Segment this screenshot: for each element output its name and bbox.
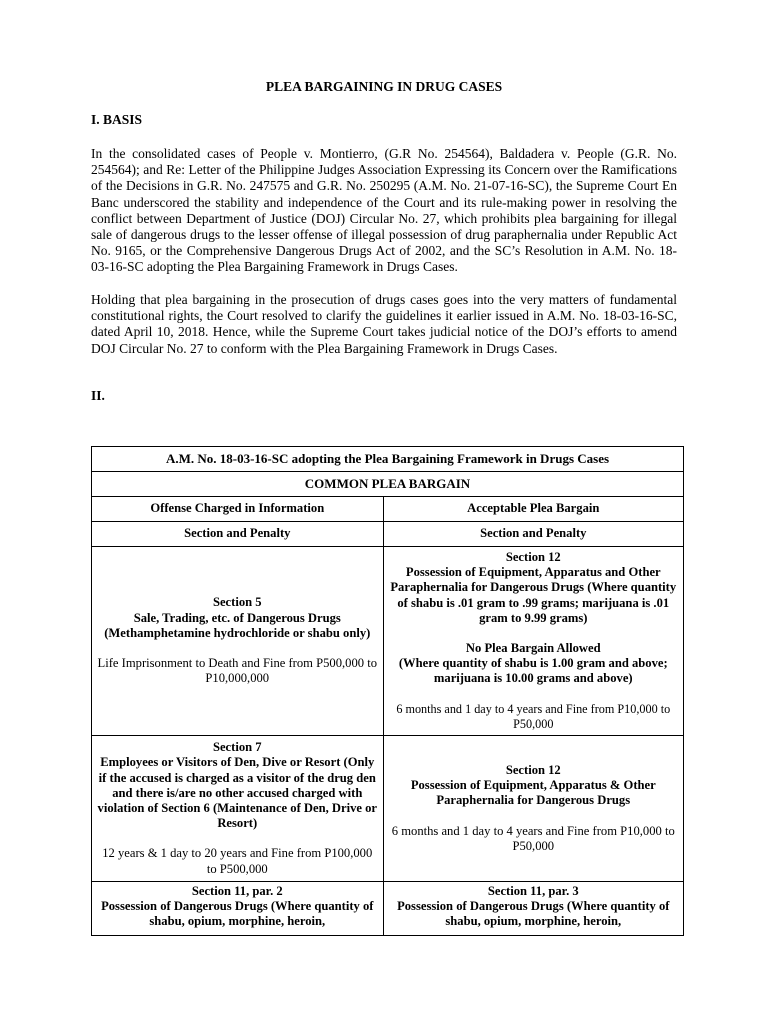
offense-cell bbox=[92, 882, 384, 936]
basis-paragraph-1: In the consolidated cases of People v. Montierro, (G.R No. 254564), Baldadera v. People (G.R. No. 254564); and Re: Letter of the Philippine Judges Association Expressing its Concern over the Ramifications of the Decisions in G.R. No. 247575 and G.R. No. 250295 (A.M. No. 21-07-16-SC), the Supreme Court En Banc underscored the stability and independence of the Court and its rule-making power in resolving the conflict between Department of Justice (DOJ) Circular No. 27, which prohibits plea bargaining for illegal sale of dangerous drugs to the lesser offense of illegal possession of drug paraphernalia under Republic Act No. 9165, or the Comprehensive Dangerous Drugs Act of 2002, and the SC’s Resolution in A.M. No. 18-03-16-SC adopting the Plea Bargaining Framework in Drugs Cases. bbox=[91, 146, 677, 275]
plea-title: Possession of Dangerous Drugs (Where quantity of shabu, opium, morphine, heroin, bbox=[397, 899, 670, 929]
table-row bbox=[92, 736, 684, 882]
offense-title: Sale, Trading, etc. of Dangerous Drugs (Methamphetamine hydrochloride or shabu only) bbox=[104, 610, 371, 640]
column-header-offense: Offense Charged in Information bbox=[92, 497, 384, 522]
plea-section: Section 12 bbox=[505, 549, 561, 564]
offense-cell bbox=[92, 736, 384, 882]
offense-section: Section 7 bbox=[212, 740, 262, 755]
plea-note: No Plea Bargain Allowed bbox=[465, 641, 601, 655]
subheader-right: Section and Penalty bbox=[383, 522, 683, 547]
plea-cell bbox=[383, 882, 683, 936]
table-caption: A.M. No. 18-03-16-SC adopting the Plea Bargaining Framework in Drugs Cases bbox=[92, 447, 684, 472]
table-subcaption: COMMON PLEA BARGAIN bbox=[92, 472, 684, 497]
plea-cell bbox=[383, 547, 683, 736]
table-row bbox=[92, 882, 684, 936]
plea-penalty: 6 months and 1 day to 4 years and Fine from P10,000 to P50,000 bbox=[396, 701, 671, 731]
plea-title: Possession of Equipment, Apparatus and Other Paraphernalia for Dangerous Drugs (Where quantity of shabu is .01 gram to .99 grams; marijuana is .01 gram to 9.99 grams) bbox=[390, 565, 677, 625]
subheader-left: Section and Penalty bbox=[92, 522, 384, 547]
plea-note-detail: (Where quantity of shabu is 1.00 gram and above; marijuana is 10.00 grams and above) bbox=[398, 656, 668, 686]
column-header-plea: Acceptable Plea Bargain bbox=[383, 497, 683, 522]
section-heading-basis: I. BASIS bbox=[91, 112, 143, 127]
offense-title: Possession of Dangerous Drugs (Where quantity of shabu, opium, morphine, heroin, bbox=[101, 899, 374, 929]
table-row bbox=[92, 547, 684, 736]
offense-title: Employees or Visitors of Den, Dive or Resort (Only if the accused is charged as a visitor of the drug den and there is/are no other accused charged with violation of Section 6 (Maintenance of Den, Drive or Resort) bbox=[97, 755, 377, 831]
offense-penalty: Life Imprisonment to Death and Fine from P500,000 to P10,000,000 bbox=[97, 656, 377, 686]
page-title: PLEA BARGAINING IN DRUG CASES bbox=[265, 79, 503, 94]
offense-cell bbox=[92, 547, 384, 736]
plea-penalty: 6 months and 1 day to 4 years and Fine from P10,000 to P50,000 bbox=[391, 823, 675, 853]
section-heading-ii: II. bbox=[91, 388, 105, 403]
plea-section: Section 11, par. 3 bbox=[487, 884, 579, 898]
offense-section: Section 11, par. 2 bbox=[191, 884, 283, 898]
basis-paragraph-2: Holding that plea bargaining in the prosecution of drugs cases goes into the very matters of fundamental constitutional rights, the Court resolved to clarify the guidelines it earlier issued in A.M. No. 18-03-16-SC, dated April 10, 2018. Hence, while the Supreme Court takes judicial notice of the DOJ’s efforts to amend DOJ Circular No. 27 to conform with the Plea Bargaining Framework in Drugs Cases. bbox=[91, 292, 677, 356]
plea-title: Possession of Equipment, Apparatus & Other Paraphernalia for Dangerous Drugs bbox=[410, 778, 656, 808]
plea-cell bbox=[383, 736, 683, 882]
offense-section: Section 5 bbox=[212, 595, 262, 610]
plea-bargain-table bbox=[91, 446, 684, 936]
offense-penalty: 12 years & 1 day to 20 years and Fine from P100,000 to P500,000 bbox=[102, 846, 373, 876]
plea-section: Section 12 bbox=[505, 762, 561, 777]
